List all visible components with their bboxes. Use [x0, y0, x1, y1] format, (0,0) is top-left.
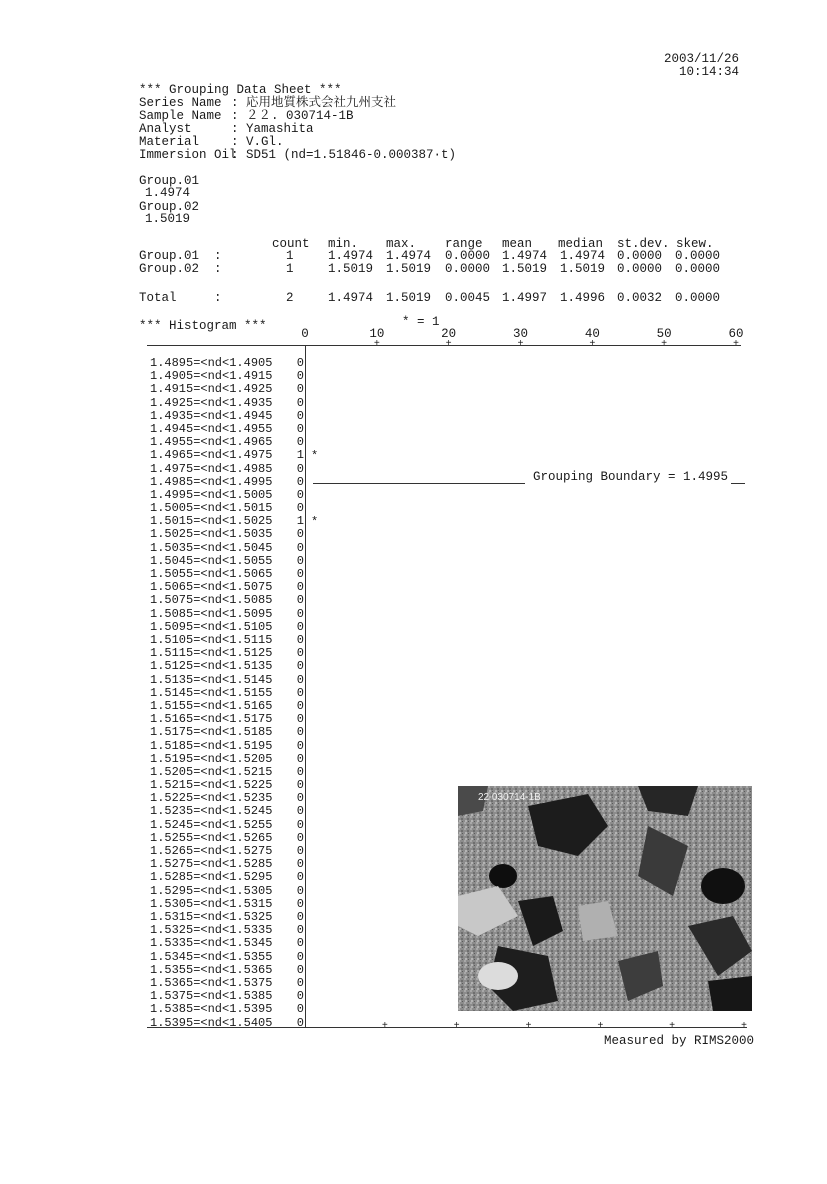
histogram-bin-label: 1.5145=<nd<1.5155 — [150, 685, 273, 700]
histogram-bin-label: 1.5155=<nd<1.5165 — [150, 698, 273, 713]
histogram-bin-label: 1.5205=<nd<1.5215 — [150, 764, 273, 779]
histogram-bin-count: 0 — [296, 672, 304, 687]
axis-plus-top: + — [589, 339, 596, 350]
measured-by: Measured by RIMS2000 — [604, 1034, 755, 1048]
histogram-bin-count: 0 — [296, 857, 304, 872]
histogram-bin-label: 1.4925=<nd<1.4935 — [150, 395, 273, 410]
axis-tick-label: 0 — [301, 327, 309, 341]
histogram-bin-count: 0 — [296, 949, 304, 964]
header-value: : ２２. 030714-1B — [231, 109, 354, 123]
histogram-bin-count: 0 — [296, 975, 304, 990]
histogram-bin-count: 0 — [296, 553, 304, 568]
group-name: Group.02 — [139, 200, 200, 214]
histogram-bin-label: 1.5175=<nd<1.5185 — [150, 725, 273, 740]
report-time: 10:14:34 — [678, 65, 739, 79]
histogram-bin-count: 0 — [296, 725, 304, 740]
histogram-bin-count: 0 — [296, 778, 304, 793]
histogram-bin-label: 1.5345=<nd<1.5355 — [150, 949, 273, 964]
axis-plus-top: + — [373, 339, 380, 350]
histogram-bin-count: 0 — [296, 646, 304, 661]
stats-cell: 0.0000 — [617, 249, 663, 263]
histogram-bin-count: 0 — [296, 619, 304, 634]
histogram-bin-label: 1.5375=<nd<1.5385 — [150, 989, 273, 1004]
axis-tick-label: 40 — [584, 327, 600, 341]
header-label: Analyst — [139, 122, 230, 136]
histogram-bin-count: 0 — [296, 791, 304, 806]
histogram-bin-label: 1.5245=<nd<1.5255 — [150, 817, 273, 832]
histogram-bin-label: 1.5365=<nd<1.5375 — [150, 975, 273, 990]
histogram-bin-label: 1.4945=<nd<1.4955 — [150, 421, 273, 436]
grouping-boundary-tail — [731, 483, 745, 484]
histogram-bin-count: 0 — [296, 989, 304, 1004]
histogram-bin-count: 0 — [296, 909, 304, 924]
axis-plus-bottom: + — [669, 1021, 676, 1032]
histogram-bin-count: 0 — [296, 896, 304, 911]
histogram-bin-label: 1.5285=<nd<1.5295 — [150, 870, 273, 885]
stats-total-cell: 0.0032 — [617, 291, 663, 305]
histogram-bin-label: 1.5005=<nd<1.5015 — [150, 501, 273, 516]
histogram-bin-label: 1.5385=<nd<1.5395 — [150, 1002, 273, 1017]
histogram-bin-label: 1.5075=<nd<1.5085 — [150, 593, 273, 608]
axis-plus-bottom: + — [740, 1021, 748, 1032]
histogram-bar: * — [311, 449, 319, 464]
histogram-bin-label: 1.4935=<nd<1.4945 — [150, 408, 273, 423]
histogram-bin-label: 1.4955=<nd<1.4965 — [150, 435, 273, 450]
histogram-bin-count: 0 — [296, 382, 304, 397]
header-value: : SD51 (nd=1.51846-0.000387·t) — [231, 148, 457, 162]
stats-cell: 1.4974 — [502, 249, 548, 263]
histogram-bin-label: 1.5235=<nd<1.5245 — [150, 804, 273, 819]
stats-col-header: st.dev. — [617, 237, 670, 251]
stats-total-cell: 2 — [286, 291, 294, 305]
stats-cell: 1 — [286, 249, 294, 263]
histogram-bin-label: 1.5025=<nd<1.5035 — [150, 527, 273, 542]
stats-cell: 1.4974 — [560, 249, 606, 263]
histogram-bin-count: 0 — [296, 474, 304, 489]
histogram-bin-count: 0 — [296, 421, 304, 436]
stats-col-header: mean — [502, 237, 533, 251]
histogram-bin-count: 1 — [296, 448, 304, 463]
histogram-bin-label: 1.5355=<nd<1.5365 — [150, 962, 273, 977]
histogram-bin-count: 0 — [296, 764, 304, 779]
histogram-bin-label: 1.5015=<nd<1.5025 — [150, 514, 273, 529]
histogram-bin-label: 1.5035=<nd<1.5045 — [150, 540, 273, 555]
histogram-bin-count: 0 — [296, 685, 304, 700]
stats-total-name: Total : — [139, 291, 222, 305]
histogram-bin-count: 0 — [296, 659, 304, 674]
microscope-photo — [458, 786, 752, 1011]
histogram-bin-label: 1.5215=<nd<1.5225 — [150, 778, 273, 793]
stats-total-cell: 1.4996 — [560, 291, 606, 305]
axis-plus-bottom: + — [597, 1021, 604, 1032]
histogram-bin-count: 0 — [296, 817, 304, 832]
histogram-bin-count: 0 — [296, 738, 304, 753]
axis-plus-bottom: + — [381, 1021, 388, 1032]
histogram-top-axis — [147, 345, 741, 346]
histogram-bin-label: 1.5295=<nd<1.5305 — [150, 883, 273, 898]
histogram-bin-count: 0 — [296, 527, 304, 542]
histogram-bin-count: 0 — [296, 962, 304, 977]
stats-row-name: Group.02 : — [139, 262, 222, 276]
histogram-bin-count: 0 — [296, 632, 304, 647]
header-label: Series Name — [139, 96, 230, 110]
histogram-bin-count: 0 — [296, 804, 304, 819]
histogram-scale-note: * = 1 — [402, 315, 440, 329]
axis-plus-bottom: + — [453, 1021, 460, 1032]
grouping-boundary-label: Grouping Boundary = 1.4995 — [533, 470, 729, 484]
axis-tick-label: 60 — [728, 327, 744, 341]
stats-cell: 0.0000 — [445, 262, 491, 276]
header-label: Material — [139, 135, 230, 149]
histogram-bin-label: 1.5195=<nd<1.5205 — [150, 751, 273, 766]
stats-cell: 0.0000 — [675, 262, 721, 276]
histogram-bin-count: 0 — [296, 883, 304, 898]
histogram-bin-count: 0 — [296, 356, 304, 370]
histogram-bin-count: 0 — [296, 435, 304, 450]
histogram-bin-label: 1.5165=<nd<1.5175 — [150, 712, 273, 727]
group-value: 1.4974 — [145, 186, 191, 200]
histogram-bin-label: 1.5315=<nd<1.5325 — [150, 909, 273, 924]
histogram-bin-count: 0 — [296, 830, 304, 845]
axis-plus-top: + — [445, 339, 452, 350]
histogram-bin-count: 0 — [296, 923, 304, 938]
header-value: : Yamashita — [231, 122, 314, 136]
histogram-bin-label: 1.4975=<nd<1.4985 — [150, 461, 273, 476]
histogram-bin-label: 1.4965=<nd<1.4975 — [150, 448, 273, 463]
group-name: Group.01 — [139, 174, 200, 188]
histogram-bin-count: 0 — [296, 606, 304, 621]
stats-cell: 1.5019 — [560, 262, 606, 276]
histogram-zero-line — [305, 345, 306, 1027]
histogram-bin-label: 1.5055=<nd<1.5065 — [150, 567, 273, 582]
stats-col-header: range — [445, 237, 483, 251]
stats-cell: 1 — [286, 262, 294, 276]
stats-total-cell: 1.4974 — [328, 291, 374, 305]
header-label: Immersion Oil — [139, 148, 237, 162]
histogram-bin-label: 1.5125=<nd<1.5135 — [150, 659, 273, 674]
axis-tick-label: 10 — [369, 327, 385, 341]
histogram-bin-count: 0 — [296, 580, 304, 595]
stats-cell: 0.0000 — [445, 249, 491, 263]
grouping-boundary-line — [313, 483, 525, 484]
histogram-bin-label: 1.4995=<nd<1.5005 — [150, 487, 273, 502]
histogram-bin-label: 1.5135=<nd<1.5145 — [150, 672, 273, 687]
histogram-bin-label: 1.5255=<nd<1.5265 — [150, 830, 273, 845]
stats-col-header: median — [558, 237, 604, 251]
histogram-bin-label: 1.5275=<nd<1.5285 — [150, 857, 273, 872]
stats-cell: 0.0000 — [617, 262, 663, 276]
histogram-bin-count: 0 — [296, 712, 304, 727]
axis-plus-bottom: + — [525, 1021, 532, 1032]
axis-plus-top: + — [661, 339, 668, 350]
histogram-bin-count: 0 — [296, 487, 304, 502]
stats-col-header: skew. — [676, 237, 714, 251]
report-date: 2003/11/26 — [663, 52, 739, 66]
histogram-bin-count: 0 — [296, 870, 304, 885]
stats-cell: 1.5019 — [328, 262, 374, 276]
histogram-bin-label: 1.5105=<nd<1.5115 — [150, 632, 273, 647]
histogram-bin-label: 1.5265=<nd<1.5275 — [150, 844, 273, 859]
histogram-bin-count: 0 — [296, 395, 304, 410]
axis-plus-top: + — [517, 339, 524, 350]
histogram-title: *** Histogram *** — [139, 319, 267, 333]
histogram-bin-label: 1.5095=<nd<1.5105 — [150, 619, 273, 634]
histogram-bin-count: 0 — [296, 540, 304, 555]
histogram-bin-count: 0 — [296, 1002, 304, 1017]
stats-total-cell: 1.5019 — [386, 291, 432, 305]
sheet-title: *** Grouping Data Sheet *** — [139, 83, 342, 97]
stats-cell: 1.5019 — [386, 262, 432, 276]
header-value: : 応用地質株式会社九州支社 — [231, 96, 397, 110]
axis-plus-top: + — [732, 339, 740, 350]
histogram-bin-label: 1.5325=<nd<1.5335 — [150, 923, 273, 938]
stats-col-header: count — [272, 237, 310, 251]
stats-total-cell: 0.0000 — [675, 291, 721, 305]
histogram-bin-label: 1.5185=<nd<1.5195 — [150, 738, 273, 753]
axis-tick-label: 50 — [656, 327, 672, 341]
header-value: : V.Gl. — [231, 135, 284, 149]
axis-tick-label: 30 — [512, 327, 529, 341]
histogram-bin-count: 0 — [296, 936, 304, 951]
histogram-bar: * — [311, 515, 319, 530]
histogram-bin-count: 0 — [296, 698, 304, 713]
histogram-bin-count: 0 — [296, 593, 304, 608]
stats-cell: 1.5019 — [502, 262, 548, 276]
stats-cell: 1.4974 — [386, 249, 432, 263]
group-value: 1.5019 — [145, 212, 191, 226]
photo-caption: 22 030714-1B — [478, 792, 541, 803]
histogram-bin-label: 1.5395=<nd<1.5405 — [150, 1015, 273, 1030]
stats-cell: 1.4974 — [328, 249, 374, 263]
histogram-bin-label: 1.5045=<nd<1.5055 — [150, 553, 273, 568]
stats-total-cell: 0.0045 — [445, 291, 491, 305]
histogram-bin-label: 1.5225=<nd<1.5235 — [150, 791, 273, 806]
histogram-bin-count: 0 — [296, 501, 304, 516]
histogram-bin-label: 1.4915=<nd<1.4925 — [150, 382, 273, 397]
histogram-bin-count: 0 — [296, 461, 304, 476]
stats-row-name: Group.01 : — [139, 249, 222, 263]
header-label: Sample Name — [139, 109, 230, 123]
histogram-bin-label: 1.5115=<nd<1.5125 — [150, 646, 273, 661]
histogram-bin-label: 1.4895=<nd<1.4905 — [150, 356, 273, 370]
histogram-bin-count: 0 — [296, 408, 304, 423]
histogram-bin-label: 1.4985=<nd<1.4995 — [150, 474, 273, 489]
histogram-bin-label: 1.5335=<nd<1.5345 — [150, 936, 273, 951]
histogram-bin-label: 1.5305=<nd<1.5315 — [150, 896, 273, 911]
stats-cell: 0.0000 — [675, 249, 721, 263]
stats-total-cell: 1.4997 — [502, 291, 548, 305]
histogram-bin-count: 0 — [296, 751, 304, 766]
histogram-bin-label: 1.5085=<nd<1.5095 — [150, 606, 273, 621]
histogram-bin-count: 1 — [296, 514, 304, 529]
histogram-bin-count: 0 — [296, 844, 304, 859]
histogram-bin-count: 0 — [296, 369, 304, 384]
histogram-bin-label: 1.4905=<nd<1.4915 — [150, 369, 273, 384]
histogram-bin-label: 1.5065=<nd<1.5075 — [150, 580, 273, 595]
stats-col-header: max. — [386, 237, 417, 251]
stats-col-header: min. — [328, 237, 359, 251]
axis-tick-label: 20 — [441, 327, 457, 341]
histogram-bin-count: 0 — [296, 1015, 304, 1030]
histogram-bin-count: 0 — [296, 567, 304, 582]
